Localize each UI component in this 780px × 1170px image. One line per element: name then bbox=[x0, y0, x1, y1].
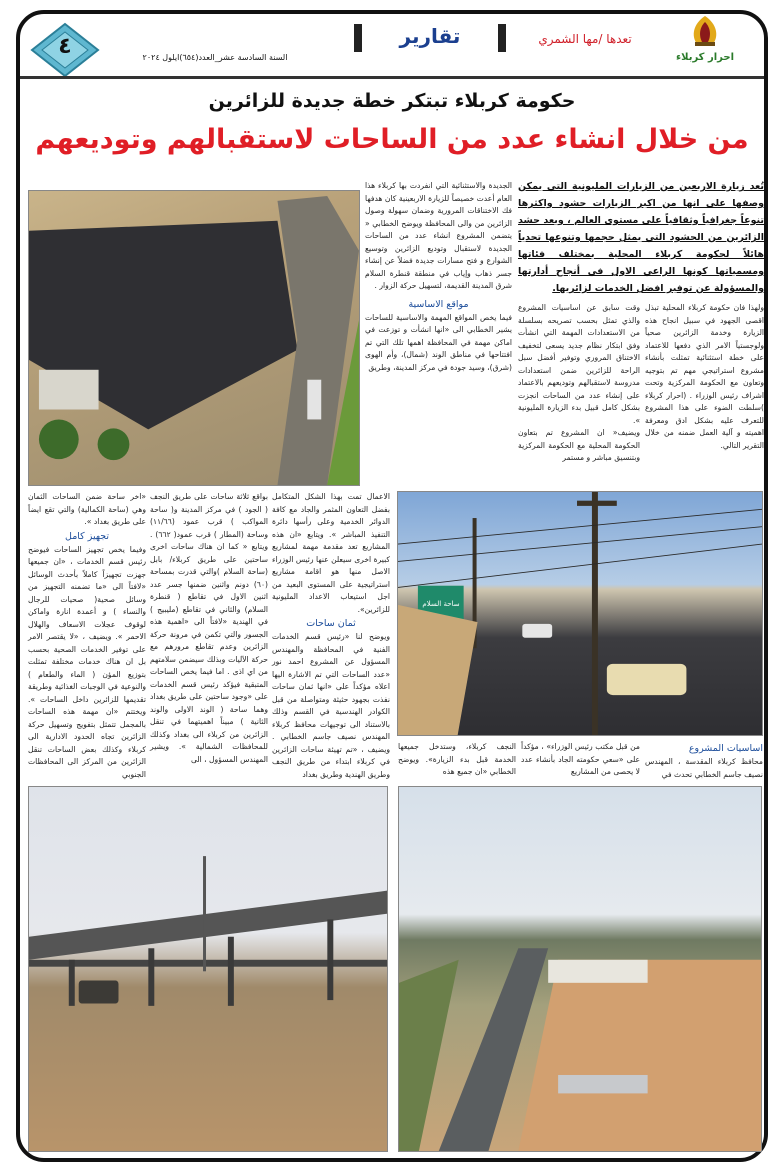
article-column: ولهذا فان حكومة كربلاء المحلية تبذل اقصى الجهود في سبيل انجاح هذه الزيارة وخدمة الزائرين صحياً ولوجستياً الامر الذي دفعها للاعتماد على خطة استثنائية تمثلت بأنشاء مشروع استراتيجي مهم تم بتوجيه وتعاون مع الحكومة المركزية وتحت اشراف رئيس الوزراء . (احرار كربلاء )سلطت الضوء على هذا المشروع للتعرف عليه بشكل ادق ومعرفة اهميته و آلية العمل ضمنه من خلال التقرير التالي. bbox=[645, 303, 764, 450]
article-column bbox=[518, 302, 640, 465]
section-title: تقارير bbox=[399, 24, 461, 48]
paragraph: وفيما يخص تجهيز الساحات فيوضح رئيس قسم الخدمات ، «ان جميعها جهزت تجهيزاً كاملاً بأحدث الوسائل «لافتاً الى «ما تضمنه التجهيز من وسائل صحية( صحيات للرجال والنساء ) و أعمدة انارة واماكن لوقوف عجلات الاسعاف والهلال الاحمر ». ويضيف ، «لا يقتصر الامر على توفير الخدمات الصحية بحسب بل ان هناك خدمات مختلفة تمثلت بتوزيع المؤن ( الماء والطعام ) والنوعية في الوجبات الغذائية وطريقة تقديمها للزائرين داخل الساحات ». ويختتم «ان مهمة هذه الساحات بالمجمل تتمثل بتفويج وتسهيل حركة الزائرين تجاه الحدود الادارية الى كربلاء وكذلك بعض الساحات تنقل الزائرين من المركز الى المحافظات الجنوبي bbox=[28, 544, 146, 779]
headline-main: من خلال انشاء عدد من الساحات لاستقبالهم وتوديعهم bbox=[35, 124, 749, 155]
header-rule bbox=[20, 76, 764, 79]
subheading: اساسيات المشروع bbox=[688, 743, 763, 754]
article-column bbox=[365, 180, 512, 374]
article-column: من قبل مكتب رئيس الوزراء» ، مؤكداً على «سعي حكومته الجاد بأنشاء عدد لا يحصى من المشاريع bbox=[521, 742, 640, 776]
article-column bbox=[272, 491, 390, 781]
author-credit: تعدها /مها الشمري bbox=[538, 32, 632, 46]
paragraph: فيما يخص المواقع المهمة والاساسية للساحات يشير الخطابي الى «انها انشأت و توزعت في اماكن مهمة في المحافظة اهمها تلك التي تم افتتاحها في مناطق الوند (شمال)، وأم الهوى (شرق)، وسيد جودة في مركز المدينة، وطريق bbox=[365, 312, 512, 372]
article-column bbox=[28, 491, 146, 781]
paragraph: ويضيف« ان المشروع تم بتعاون الحكومة المحلية مع الحكومة المركزية وبتنسيق مباشر و مستمر bbox=[518, 428, 640, 462]
paragraph: محافظ كربلاء المقدسة ، المهندس نصيف جاسم الخطابي تحدث في bbox=[645, 757, 763, 779]
issue-line: السنة السادسة عشر_العدد(٦٥٤)ايلول ٢٠٢٤ bbox=[142, 53, 288, 62]
paragraph: «اخر ساحة ضمن الساحات الثمان وهي (ساحة الكمالية) والتي تقع ايضاً على طريق بغداد ». bbox=[28, 492, 146, 526]
bridge-photo bbox=[28, 786, 388, 1152]
logo-text: احرار كربلاء bbox=[675, 52, 735, 63]
paragraph: الاعمال تمت بهذا الشكل المتكامل بفضل التعاون المثمر والجاد مع كافة الدوائر الخدمية وعلى رأسها دائرة التنفيذ المباشر ». ويتابع «ان هذه المشاريع تعد مقدمة مهمة لمشاريع كبيرة اخرى سيعلن عنها رئيس الوزراء الاصل منها هو اقامة مشاريع استراتيجية على المستوى البعيد من اجل استيعاب الاعداد المليونية للزائرين». bbox=[272, 492, 390, 614]
salam-square-photo bbox=[397, 491, 763, 736]
header-divider bbox=[354, 24, 362, 52]
sign-text: ساحة السلام bbox=[422, 600, 460, 608]
subheading: مواقع الاساسية bbox=[408, 298, 469, 310]
shrine-logo-icon bbox=[685, 14, 725, 48]
paragraph: وقت سابق عن اساسيات المشروع والذي تمثل بحسب تصريحه بسلسلة من الاستعدادات المهمة التي انشأت وفق ابتكار نظام جديد يسعى لتخفيف الاختناق المروري وتوفير أفضل سبل الراحة للزائرين ضمن استعدادات مدروسة لاستقبالهم وتوديعهم بالاعتماد على إنشاء عدد من الساحات انجزت بشكل كامل قبيل بدء الزيارة المليونية ». bbox=[518, 303, 640, 425]
article-lead: تُعد زيارة الاربعين من الزيارات المليونية التي يمكن وصفها على انها من اكبر الزيارات حشود واكثرها تنوعاً جغرافياً وثقافياً على مستوى العالم ، ويعد حشد الزائرين من الحشود التي يمثل حجمها وتنوعها تحدياً هائلاً لحكومة كربلاء المحلية بمختلف فئاتها ومسمياتها كونها الراعي الاول في أنجاح أدارتها والمسؤولة عن توفير افضل الخدمات لزائريها. bbox=[518, 181, 764, 294]
subheading: تجهيز كامل bbox=[65, 530, 109, 542]
aerial-parking-photo bbox=[28, 190, 360, 486]
headline-kicker: حكومة كربلاء تبتكر خطة جديدة للزائرين bbox=[208, 90, 576, 112]
page-number: ٤ bbox=[58, 34, 72, 59]
masthead-logo bbox=[660, 14, 750, 66]
article-column bbox=[645, 741, 763, 781]
page-number-badge bbox=[30, 22, 100, 78]
paragraph: الجديدة والاستثنائية التي انفردت بها كربلاء هذا العام أعدت خصيصاً للزيارة الاربعينية كان هدفها فك الاختناقات المرورية وضمان سهولة وصول الزائرين من والى المحافظة ويوضح الخطابي « يتضمن المشروع انشاء عدد من الساحات الجديدة لاستقبال وتوديع الزائرين وتوسيع الشوارع و فتح مسارات جديدة فضلاً عن إنشاء جسر ذهاب وإياب في منطقة قنطرة السلام شرق المدينة القديمة، لتسهيل حركة الزوار . bbox=[365, 181, 512, 290]
aerial-square-photo bbox=[398, 786, 762, 1152]
subheading: ثمان ساحات bbox=[306, 618, 356, 629]
paragraph: ويوضح لنا «رئيس قسم الخدمات الفنية في المحافظة والمهندس المسؤول عن المشروع احمد نور «عدد الساحات التي تم الاشارة اليها اعلاه مؤكداً على «انها ثمان ساحات نفذت بجهود حثيثة ومتواصلة من قبل الكوادر الهندسية في القسم وذلك بالاستناد الى توجيهات محافظ كربلاء المهندس نصيف جاسم الخطابي . ويضيف ، «تم تهيئة ساحات الزائرين في كربلاء ابتداء من طريق النجف وطريق الهندية وطريق بغداد bbox=[272, 632, 390, 779]
header-divider bbox=[498, 24, 506, 52]
article-column: بواقع ثلاثة ساحات على طريق النجف ( الجود ) في مركز المدينة و( ساحة المواكب ) قرب عمود (١١/٦٦) وساحة (المطار ) قرب عمود( ٦٦٢) . ويتابع « كما ان هناك ساحات اخرى ساحتين على طريق كربلاء/ بابل (ساحة السلام )والتي قدرت بمساحة (٦٠) دونم واثنين ضمنها جسر عدد اثنين الاول في تقاطع ( قنطرة السلام) والثاني في تقاطع (مليبيج ) في الهندية «لافتاً الى «اهمية هذه الجسور والتي تكمن في مرونة حركة الزائرين وعدم تقاطع مرورهم مع حركة الآليات وبذلك سيضمن سلامتهم من اي اذى . اما فيما يخص الساحات المتبقية فيؤكد رئيس قسم الخدمات على «وجود ساحتين على طريق بغداد وهما ساحة ( الوند الاولى والوند الثانية ) مبيناً اهميتهما في تنقل الزائرين من كربلاء الى بغداد وكذلك للمحافظات الشمالية ». ويشير المهندس المسؤول ، الى bbox=[150, 492, 268, 764]
article-column: النجف كربلاء، وستدخل جميعها الخدمة قبل بدء الزيارة». ويوضح الخطابي «ان جميع هذه bbox=[398, 742, 516, 776]
